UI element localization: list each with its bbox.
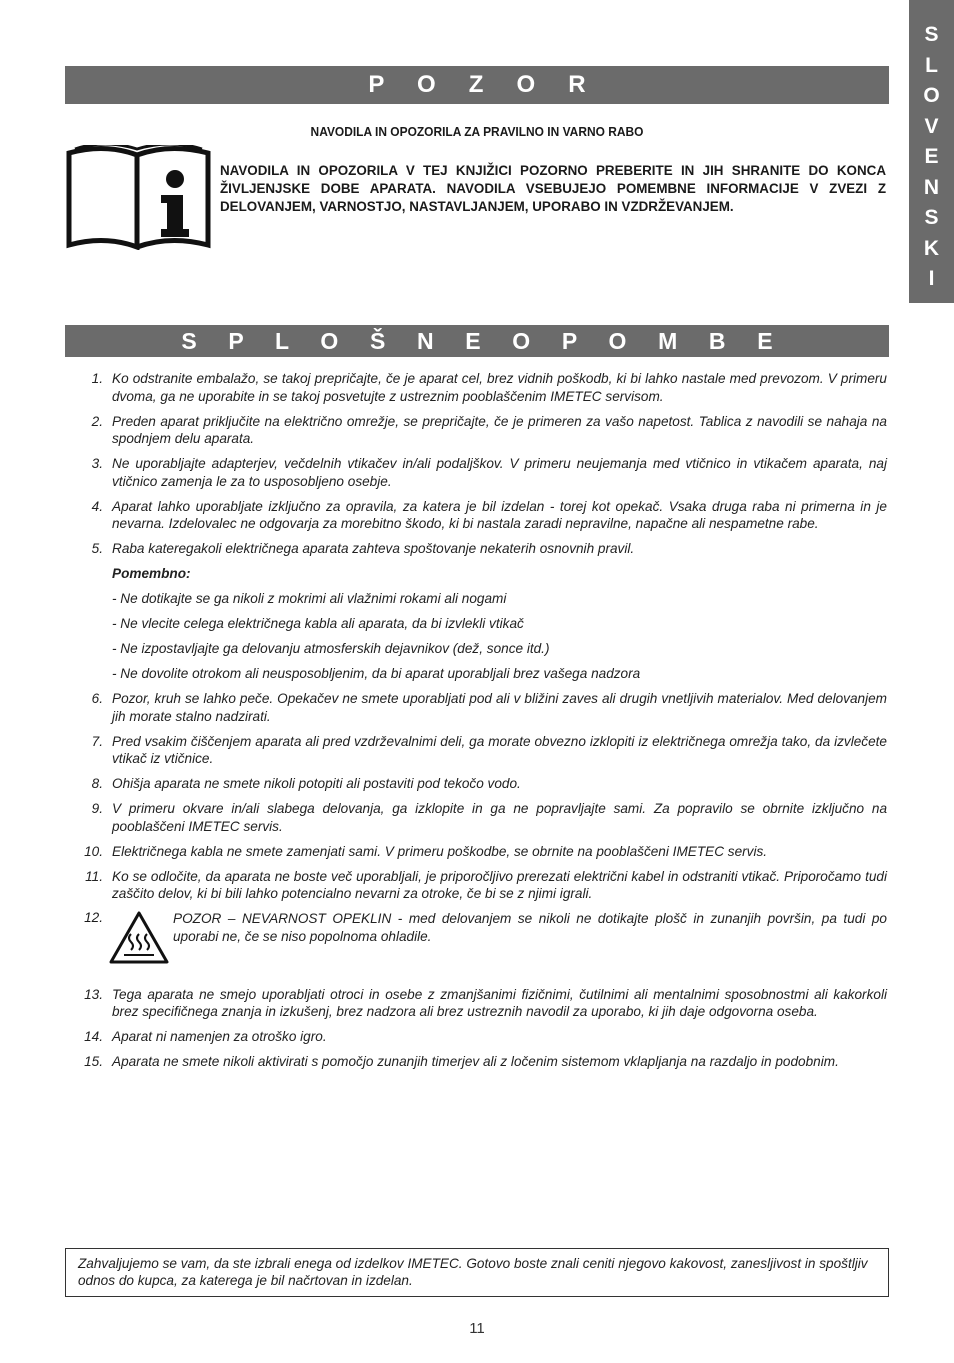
side-tab-letter: K xyxy=(923,236,940,260)
list-item: 9. V primeru okvare in/ali slabega delovanja, ga izklopite in ga ne popravljajte sami. Za popravilo se obrnite izključno na pooblaščeni IMETEC servis. xyxy=(91,801,887,834)
general-notes-list xyxy=(65,370,889,1078)
side-tab-letter: E xyxy=(924,145,939,168)
side-tab-letter: S xyxy=(924,23,939,46)
important-label: Pomembno: xyxy=(112,566,191,581)
list-item: 2. Preden aparat priključite na električno omrežje, se prepričajte, če je primeren za vašo napetost. Tablica z navodili se nahaja na spodnjem delu aparata. xyxy=(91,413,887,446)
hot-surface-warning-icon xyxy=(108,910,170,965)
general-notes-heading: S P L O Š N E O P O M B E xyxy=(65,325,889,357)
list-item: 15. Aparata ne smete nikoli aktivirati s pomočjo zunanjih timerjev ali z ločenim sistemom vklapljanja na razdaljo in podobnim. xyxy=(84,1054,839,1069)
important-rule: - Ne dotikajte se ga nikoli z mokrimi ali vlažnimi rokami ali nogami xyxy=(112,591,507,606)
important-rule: - Ne izpostavljajte ga delovanju atmosferskih dejavnikov (dež, sonce itd.) xyxy=(112,641,550,656)
pozor-heading: P O Z O R xyxy=(65,66,889,104)
list-item: 11. Ko se odločite, da aparata ne boste več uporabljali, je priporočljivo prerezati električni kabel in odstraniti vtikač. Priporočamo tudi zaščito delov, ki bi bili lahko potencialno nevarni za otroke, če bi se z njimi igrali. xyxy=(85,868,887,901)
list-item: 4. Aparat lahko uporabljate izključno za opravila, za katera je bil izdelan - torej kot opekač. Vsaka druga raba ni primerna in je nevarna. Izdelovalec ne odgovarja za morebitno škodo, ki bi nastala zaradi nepravilne, napačne ali nespametne rabe. xyxy=(91,498,887,531)
side-tab-letter: S xyxy=(924,206,939,229)
list-item: 8. Ohišja aparata ne smete nikoli potopiti ali postaviti pod tekočo vodo. xyxy=(91,776,521,791)
important-rule: - Ne dovolite otrokom ali neusposobljenim, da bi aparat uporabljali brez vašega nadzora xyxy=(112,666,641,681)
list-item: 6. Pozor, kruh se lahko peče. Opekačev ne smete uporabljati pod ali v bližini zaves ali drugih vnetljivih materialov. Med delovanjem jih morate stalno nadzirati. xyxy=(91,691,887,724)
side-tab-letter: V xyxy=(924,114,939,138)
list-item: 7. Pred vsakim čiščenjem aparata ali pred vzdrževalnimi deli, ga morate obvezno izklopiti iz električnega omrežja tako, da izvlečete vtikač iz vtičnice. xyxy=(91,733,887,766)
important-rule: - Ne vlecite celega električnega kabla ali aparata, da bi izvlekli vtikač xyxy=(112,616,524,631)
language-side-tab xyxy=(909,0,954,303)
info-book-icon xyxy=(65,145,212,250)
list-item: 13. Tega aparata ne smejo uporabljati otroci in osebe z zmanjšanimi fizičnimi, čutilnimi ali mentalnimi sposobnostmi ali kakorkoli brez specifičnega znanja in izkušenj, brez nadzora ali brez ustreznih navodil za uporabo, ki jih daje odgovorna oseba. xyxy=(84,986,887,1019)
burn-warning-text: POZOR – NEVARNOST OPEKLIN - med delovanjem se nikoli ne dotikajte plošč in zunanjih površin, pa tudi po uporabi ne, če se niso popolnoma ohladile. xyxy=(173,911,887,944)
side-tab-letter: I xyxy=(928,267,935,290)
thank-you-note: Zahvaljujemo se vam, da ste izbrali enega od izdelkov IMETEC. Gotovo boste znali ceniti njegovo kakovost, zanesljivost in spoštljiv odnos do kupca, za katerega je bil načrtovan in izdelan. xyxy=(65,1248,889,1297)
list-item: 5. Raba kateregakoli električnega aparata zahteva spoštovanje nekaterih osnovnih pravil. xyxy=(91,541,635,556)
side-tab-letter: N xyxy=(923,175,940,199)
instructions-subheading: NAVODILA IN OPOZORILA ZA PRAVILNO IN VARNO RABO xyxy=(310,124,644,139)
burn-warning-item: 12. POZOR – NEVARNOST OPEKLIN - med delovanjem se nikoli ne dotikajte plošč in zunanjih površin, pa tudi po uporabi ne, če se niso popolnoma ohladile. xyxy=(65,910,889,978)
intro-warning-text: NAVODILA IN OPOZORILA V TEJ KNJIŽICI POZORNO PREBERITE IN JIH SHRANITE DO KONCA ŽIVLJENJSKE DOBE APARATA. NAVODILA VSEBUJEJO POMEMBNE INFORMACIJE V ZVEZI Z DELOVANJEM, VARNOSTJO, NASTAVLJANJEM, UPORABO IN VZDRŽEVANJEM. xyxy=(220,163,886,214)
list-item: 14. Aparat ni namenjen za otroško igro. xyxy=(84,1029,327,1044)
list-item: 10. Električnega kabla ne smete zamenjati sami. V primeru poškodbe, se obrnite na pooblaščeni IMETEC servis. xyxy=(84,843,768,859)
side-tab-letter: L xyxy=(925,53,938,77)
list-item: 1. Ko odstranite embalažo, se takoj prepričajte, če je aparat cel, brez vidnih poškodb, ki bi lahko nastale med prevozom. V primeru dvoma, ga ne uporabite in se takoj posvetujte z ustreznim pooblaščenim IMETEC servisom. xyxy=(91,371,887,404)
side-tab-letter: O xyxy=(923,84,940,107)
list-item: 3. Ne uporabljajte adapterjev, večdelnih vtikačev in/ali podaljškov. V primeru neujemanja med vtičnico in vtikačem aparata, naj vtičnico zamenja le za to usposobljeno osebje. xyxy=(91,456,887,489)
page-number: 11 xyxy=(469,1320,485,1337)
